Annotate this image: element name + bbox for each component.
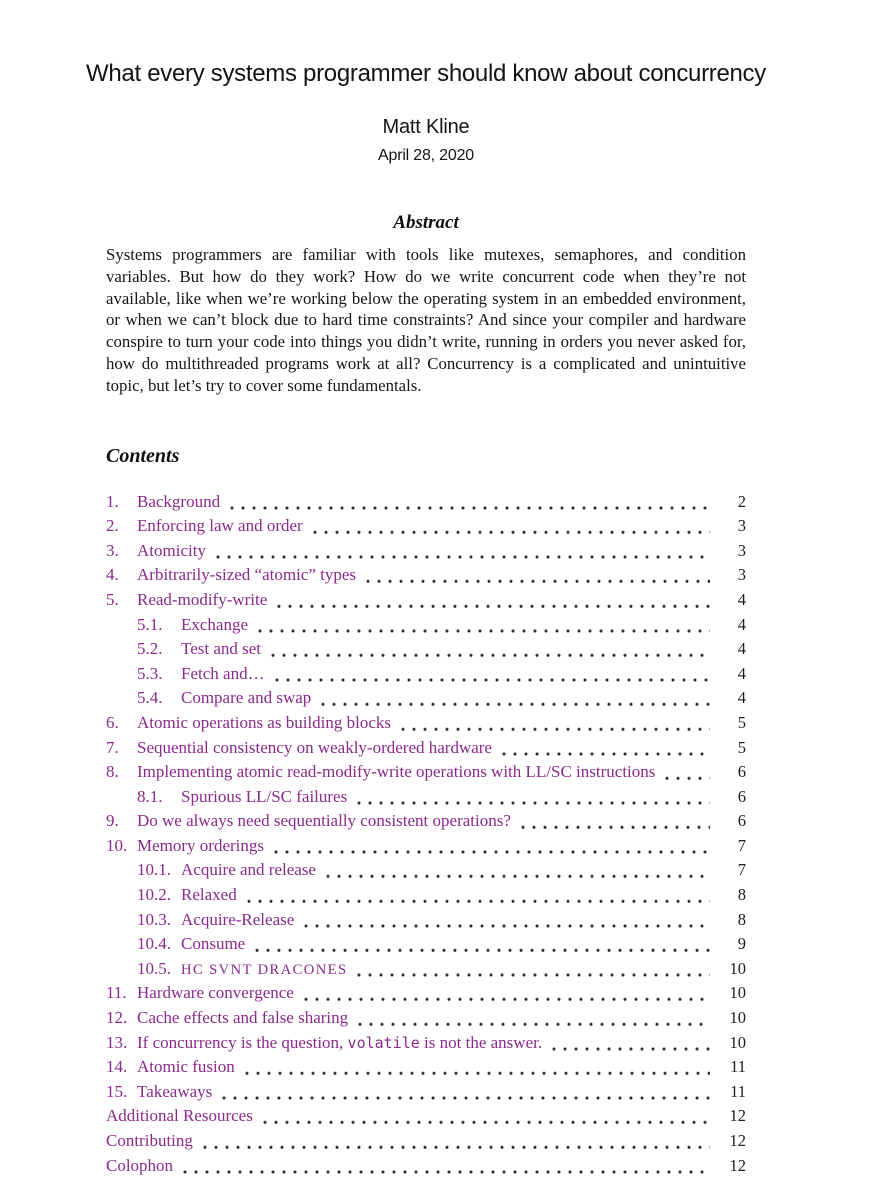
toc-entry-number: 8.1. bbox=[137, 786, 163, 806]
toc-entry-label: Cache effects and false sharing bbox=[137, 1008, 349, 1028]
toc-entry-label: Enforcing law and order bbox=[137, 516, 303, 536]
toc-entry-label: Additional Resources bbox=[106, 1106, 253, 1126]
toc-entry[interactable] bbox=[106, 1080, 746, 1105]
toc-entry-page: 4 bbox=[737, 688, 746, 708]
abstract-section bbox=[106, 212, 746, 397]
toc-dot-leader bbox=[271, 834, 710, 859]
toc-entry-label: Acquire and release bbox=[181, 860, 316, 880]
toc-dot-leader bbox=[549, 1031, 710, 1056]
publication-date: April 28, 2020 bbox=[378, 147, 474, 164]
toc-entry-number: 13. bbox=[106, 1032, 128, 1052]
toc-entry-page: 10 bbox=[729, 958, 746, 978]
toc-entry-label: Hardware convergence bbox=[137, 983, 294, 1003]
toc-dot-leader bbox=[354, 957, 710, 982]
toc-entry-label: Relaxed bbox=[181, 885, 237, 905]
toc-entry-page: 6 bbox=[737, 786, 746, 806]
toc-entry-page: 3 bbox=[737, 565, 746, 585]
toc-entry-number: 8. bbox=[106, 762, 119, 782]
toc-dot-leader bbox=[268, 637, 710, 662]
toc-dot-leader bbox=[662, 760, 710, 785]
toc-dot-leader bbox=[363, 563, 710, 588]
toc-entry[interactable] bbox=[106, 883, 746, 908]
contents-section bbox=[106, 445, 746, 1179]
toc-entry-number: 10.3. bbox=[137, 909, 171, 929]
toc-dot-leader bbox=[310, 514, 710, 539]
toc-entry-number: 15. bbox=[106, 1081, 128, 1101]
toc-entry-label-code: volatile bbox=[347, 1033, 420, 1052]
toc-dot-leader bbox=[323, 858, 710, 883]
toc-dot-leader bbox=[219, 1080, 710, 1105]
toc-entry-page: 9 bbox=[737, 934, 746, 954]
toc-entry[interactable] bbox=[106, 588, 746, 613]
toc-entry-page: 8 bbox=[737, 885, 746, 905]
toc-entry-label: Test and set bbox=[181, 639, 262, 659]
toc-dot-leader bbox=[318, 686, 710, 711]
toc-entry-number: 10. bbox=[106, 835, 128, 855]
toc-entry[interactable] bbox=[106, 834, 746, 859]
toc-entry-number: 5.4. bbox=[137, 688, 163, 708]
toc-entry-page: 10 bbox=[729, 983, 746, 1003]
toc-entry[interactable] bbox=[106, 1104, 746, 1129]
toc-list bbox=[106, 490, 746, 1179]
toc-entry-label: Colophon bbox=[106, 1155, 174, 1175]
toc-entry-page: 10 bbox=[729, 1008, 746, 1028]
title-block bbox=[76, 0, 776, 165]
toc-entry-page: 4 bbox=[737, 614, 746, 634]
toc-entry-page: 12 bbox=[729, 1155, 746, 1175]
toc-dot-leader bbox=[244, 883, 710, 908]
toc-entry-label: If concurrency is the question, volatile is not the answer. bbox=[137, 1032, 543, 1052]
toc-entry-page: 5 bbox=[737, 712, 746, 732]
toc-entry-label: Arbitrarily-sized “atomic” types bbox=[137, 565, 357, 585]
toc-entry-number: 1. bbox=[106, 491, 119, 511]
toc-entry-label: Background bbox=[137, 491, 221, 511]
toc-dot-leader bbox=[301, 981, 710, 1006]
toc-entry-page: 8 bbox=[737, 909, 746, 929]
toc-entry[interactable] bbox=[106, 637, 746, 662]
toc-entry-label: Do we always need sequentially consistent operations? bbox=[137, 811, 511, 831]
toc-entry-label: Contributing bbox=[106, 1131, 193, 1151]
toc-entry[interactable] bbox=[106, 686, 746, 711]
toc-entry-page: 3 bbox=[737, 516, 746, 536]
toc-entry-number: 10.4. bbox=[137, 934, 171, 954]
toc-dot-leader bbox=[180, 1154, 710, 1179]
toc-dot-leader bbox=[354, 785, 710, 810]
toc-entry-page: 3 bbox=[737, 540, 746, 560]
author-name: Matt Kline bbox=[382, 116, 470, 138]
toc-entry-page: 10 bbox=[729, 1032, 746, 1052]
toc-entry-number: 6. bbox=[106, 712, 119, 732]
toc-entry[interactable] bbox=[106, 1006, 746, 1031]
toc-entry-number: 5. bbox=[106, 589, 119, 609]
toc-entry-label: Takeaways bbox=[137, 1081, 213, 1101]
toc-entry[interactable] bbox=[106, 785, 746, 810]
abstract-heading: Abstract bbox=[393, 212, 459, 233]
abstract-text: Systems programmers are familiar with tools like mutexes, semaphores, and condition variables. But how do they work? How do we write concurrent code when they’re not available, like when we’re working below the operating system in an embedded environment, or when we can’t block due to hard time constraints? And since your compiler and hardware conspire to turn your code into things you didn’t write, running in orders you never asked for, how do multithreaded programs work at all? Concurrency is a complicated and unintuitive topic, but let’s try to cover some fundamentals. bbox=[106, 245, 746, 395]
toc-entry[interactable] bbox=[106, 1129, 746, 1154]
toc-entry[interactable] bbox=[106, 539, 746, 564]
toc-entry-page: 7 bbox=[737, 835, 746, 855]
toc-dot-leader bbox=[301, 908, 710, 933]
toc-entry[interactable] bbox=[106, 1154, 746, 1179]
toc-entry[interactable] bbox=[106, 957, 746, 982]
contents-heading: Contents bbox=[106, 444, 180, 467]
toc-entry[interactable] bbox=[106, 563, 746, 588]
toc-entry-label: Atomicity bbox=[137, 540, 206, 560]
toc-entry-page: 2 bbox=[737, 491, 746, 511]
toc-entry-label: Consume bbox=[181, 934, 246, 954]
toc-entry-label: Exchange bbox=[181, 614, 249, 634]
toc-entry-label: Spurious LL/SC failures bbox=[181, 786, 348, 806]
toc-dot-leader bbox=[272, 662, 710, 687]
toc-entry-label: Memory orderings bbox=[137, 835, 265, 855]
toc-dot-leader bbox=[227, 490, 710, 515]
toc-dot-leader bbox=[274, 588, 710, 613]
toc-entry-label: Atomic fusion bbox=[137, 1057, 235, 1077]
toc-dot-leader bbox=[398, 711, 710, 736]
toc-entry-number: 9. bbox=[106, 811, 119, 831]
paper-title: What every systems programmer should know about concurrency bbox=[86, 60, 766, 87]
toc-entry-number: 2. bbox=[106, 516, 119, 536]
toc-entry[interactable] bbox=[106, 613, 746, 638]
toc-entry[interactable] bbox=[106, 736, 746, 761]
toc-entry-label: Compare and swap bbox=[181, 688, 312, 708]
toc-entry-number: 14. bbox=[106, 1057, 128, 1077]
toc-entry-number: 10.1. bbox=[137, 860, 171, 880]
toc-entry[interactable] bbox=[106, 858, 746, 883]
toc-entry-page: 4 bbox=[737, 663, 746, 683]
toc-entry[interactable] bbox=[106, 1031, 746, 1056]
toc-dot-leader bbox=[260, 1104, 710, 1129]
toc-entry-page: 11 bbox=[730, 1081, 746, 1101]
toc-entry-label: Acquire-Release bbox=[181, 909, 295, 929]
toc-entry-label: HC SVNT DRACONES bbox=[181, 961, 348, 978]
toc-entry-number: 3. bbox=[106, 540, 119, 560]
toc-entry[interactable] bbox=[106, 932, 746, 957]
toc-dot-leader bbox=[242, 1055, 710, 1080]
toc-entry[interactable] bbox=[106, 514, 746, 539]
toc-entry-number: 5.2. bbox=[137, 639, 163, 659]
toc-entry-label: Fetch and… bbox=[181, 663, 265, 683]
toc-entry-label: Sequential consistency on weakly-ordered hardware bbox=[137, 737, 492, 757]
toc-dot-leader bbox=[499, 736, 710, 761]
toc-entry-number: 12. bbox=[106, 1008, 128, 1028]
toc-entry-number: 5.1. bbox=[137, 614, 163, 634]
toc-entry-label: Atomic operations as building blocks bbox=[137, 712, 392, 732]
toc-entry-page: 6 bbox=[737, 762, 746, 782]
toc-entry[interactable] bbox=[106, 908, 746, 933]
toc-entry-label: Read-modify-write bbox=[137, 589, 268, 609]
toc-entry-page: 12 bbox=[729, 1131, 746, 1151]
toc-entry[interactable] bbox=[106, 981, 746, 1006]
toc-entry-number: 10.5. bbox=[137, 958, 171, 978]
toc-entry-number: 10.2. bbox=[137, 885, 171, 905]
toc-entry-page: 12 bbox=[729, 1106, 746, 1126]
toc-entry[interactable] bbox=[106, 1055, 746, 1080]
toc-dot-leader bbox=[355, 1006, 710, 1031]
toc-dot-leader bbox=[213, 539, 710, 564]
toc-dot-leader bbox=[252, 932, 710, 957]
toc-entry-page: 6 bbox=[737, 811, 746, 831]
toc-dot-leader bbox=[518, 809, 710, 834]
toc-entry-label: Implementing atomic read-modify-write operations with LL/SC instructions bbox=[137, 762, 656, 782]
toc-entry-page: 5 bbox=[737, 737, 746, 757]
toc-dot-leader bbox=[255, 613, 710, 638]
toc-entry-page: 4 bbox=[737, 639, 746, 659]
toc-entry-number: 4. bbox=[106, 565, 119, 585]
toc-entry[interactable] bbox=[106, 809, 746, 834]
toc-entry[interactable] bbox=[106, 711, 746, 736]
toc-entry-page: 4 bbox=[737, 589, 746, 609]
toc-entry[interactable] bbox=[106, 662, 746, 687]
toc-entry-number: 5.3. bbox=[137, 663, 163, 683]
toc-entry[interactable] bbox=[106, 760, 746, 785]
toc-entry-page: 7 bbox=[737, 860, 746, 880]
toc-entry-page: 11 bbox=[730, 1057, 746, 1077]
toc-dot-leader bbox=[200, 1129, 710, 1154]
toc-entry[interactable] bbox=[106, 490, 746, 515]
toc-entry-number: 7. bbox=[106, 737, 119, 757]
toc-entry-number: 11. bbox=[106, 983, 127, 1003]
